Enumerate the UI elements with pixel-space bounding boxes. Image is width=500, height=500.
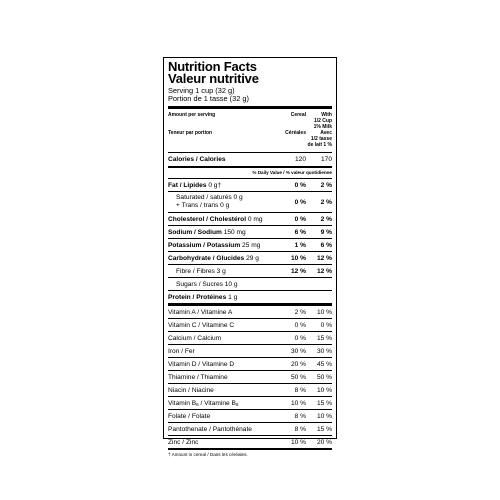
carbohydrate-cereal: 10 % (290, 254, 306, 262)
sodium-amount: 150 mg (223, 228, 246, 236)
carbohydrate-milk: 12 % (316, 254, 332, 262)
vitamin-row (168, 358, 332, 370)
sodium-cereal: 6 % (294, 228, 306, 236)
vitamin-milk: 20 % (316, 438, 332, 446)
vitamin-label: Iron / Fer (168, 347, 195, 355)
fibre-row (168, 265, 332, 277)
vitamin-cereal: 10 % (290, 399, 306, 407)
fibre-label: Fibre / Fibres 3 g (176, 267, 226, 275)
sodium-row (168, 226, 332, 238)
trans-label: + Trans / trans 0 g (176, 202, 230, 210)
milk-label-en-1: With (321, 112, 332, 119)
cholesterol-cereal: 0 % (294, 215, 306, 223)
vitamin-label: Folate / Folate (168, 412, 211, 420)
vitamin-cereal: 50 % (290, 373, 306, 381)
vitamin-milk: 15 % (316, 399, 332, 407)
calories-cereal: 120 (294, 156, 306, 164)
vitamin-row (168, 397, 332, 409)
milk-label-fr-2: 1/2 tasse (310, 136, 332, 143)
amount-label-fr: Teneur par portion (168, 130, 213, 137)
protein-amount: 1 g (228, 293, 238, 301)
fat-row (168, 179, 332, 191)
cereal-label-en: Cereal (290, 112, 306, 119)
daily-value-label: % Daily Value / % valeur quotidienne (252, 170, 332, 176)
fat-milk: 2 % (320, 181, 332, 189)
calories-label: Calories / Calories (168, 156, 226, 164)
fat-cereal: 0 % (294, 181, 306, 189)
vitamin-cereal: 30 % (290, 347, 306, 355)
vitamin-label: Vitamin D / Vitamine D (168, 360, 235, 368)
vitamin-milk: 15 % (316, 334, 332, 342)
milk-label-fr-1: Avec (320, 130, 332, 137)
footnote: † Amount in cereal / Dans les céréales. (168, 452, 248, 458)
milk-label-en-2: 1/2 Cup (313, 118, 332, 125)
serving-fr: Portion de 1 tasse (32 g) (168, 94, 249, 104)
vitamin-cereal: 20 % (290, 360, 306, 368)
vitamin-row (168, 319, 332, 331)
sugars-label: Sugars / Sucres 10 g (176, 280, 238, 288)
vitamin-milk: 10 % (316, 412, 332, 420)
vitamin-label: Vitamin A / Vitamine A (168, 308, 233, 316)
vitamin-milk: 15 % (316, 425, 332, 433)
vitamin-row (168, 410, 332, 422)
carbohydrate-amount: 29 g (246, 254, 259, 262)
sugars-row (168, 278, 332, 290)
sodium-milk: 9 % (320, 228, 332, 236)
fibre-cereal: 12 % (290, 267, 306, 275)
vitamin-milk: 50 % (316, 373, 332, 381)
potassium-milk: 6 % (320, 241, 332, 249)
vitamin-row (168, 371, 332, 383)
saturated-cereal: 0 % (294, 198, 306, 206)
cholesterol-label: Cholesterol / Cholestérol (168, 215, 247, 223)
vitamin-milk: 10 % (316, 308, 332, 316)
protein-row (168, 291, 332, 303)
vitamin-cereal: 0 % (294, 321, 306, 329)
saturated-row (168, 192, 332, 212)
vitamin-label: Pantothenate / Pantothénate (168, 425, 252, 433)
cereal-label-fr: Céréales (285, 130, 306, 137)
saturated-label: Saturated / saturés 0 g (176, 194, 243, 202)
vitamin-row (168, 332, 332, 344)
vitamin-row (168, 436, 332, 448)
potassium-row (168, 239, 332, 251)
calories-row (168, 153, 332, 166)
vitamin-cereal: 8 % (294, 412, 306, 420)
fat-label: Fat / Lipides (168, 181, 207, 189)
vitamin-row (168, 345, 332, 357)
carbohydrate-label: Carbohydrate / Glucides (168, 254, 245, 262)
vitamin-row (168, 423, 332, 435)
saturated-milk: 2 % (320, 198, 332, 206)
vitamin-row (168, 384, 332, 396)
protein-label: Protein / Protéines (168, 293, 227, 301)
potassium-amount: 25 mg (242, 241, 261, 249)
cholesterol-milk: 2 % (320, 215, 332, 223)
vitamin-label: Vitamin C / Vitamine C (168, 321, 235, 329)
vitamin-label: Thiamine / Thiamine (168, 373, 228, 381)
milk-label-fr-3: de lait 1 % (307, 142, 332, 149)
vitamin-list (168, 306, 332, 448)
vitamin-label: Vitamin $B_6$ / Vitamine $B_6$ (168, 399, 239, 407)
calories-milk: 170 (320, 156, 332, 164)
column-header (168, 112, 332, 152)
vitamin-cereal: 2 % (294, 308, 306, 316)
fat-amount: 0 g† (208, 181, 222, 189)
title-fr: Valeur nutritive (168, 71, 259, 86)
serving-en: Serving 1 cup (32 g) (168, 86, 235, 95)
vitamin-row (168, 306, 332, 318)
cholesterol-amount: 0 mg (247, 215, 263, 223)
vitamin-label: Calcium / Calcium (168, 334, 222, 342)
fibre-milk: 12 % (316, 267, 332, 275)
vitamin-milk: 45 % (316, 360, 332, 368)
vitamin-cereal: 10 % (290, 438, 306, 446)
carbohydrate-row (168, 252, 332, 264)
cholesterol-row (168, 213, 332, 225)
vitamin-label: Niacin / Niacine (168, 386, 214, 394)
nutrition-facts-panel (163, 57, 337, 458)
vitamin-milk: 0 % (320, 321, 332, 329)
title-en: Nutrition Facts (168, 59, 257, 74)
milk-label-en-3: 1% Milk (313, 124, 332, 131)
vitamin-milk: 10 % (316, 386, 332, 394)
vitamin-label: Zinc / Zinc (168, 438, 199, 446)
vitamin-cereal: 0 % (294, 334, 306, 342)
sodium-label: Sodium / Sodium (168, 228, 222, 236)
vitamin-cereal: 8 % (294, 425, 306, 433)
vitamin-cereal: 8 % (294, 386, 306, 394)
potassium-label: Potassium / Potassium (168, 241, 241, 249)
vitamin-milk: 30 % (316, 347, 332, 355)
amount-label-en: Amount per serving (168, 112, 216, 119)
potassium-cereal: 1 % (294, 241, 306, 249)
